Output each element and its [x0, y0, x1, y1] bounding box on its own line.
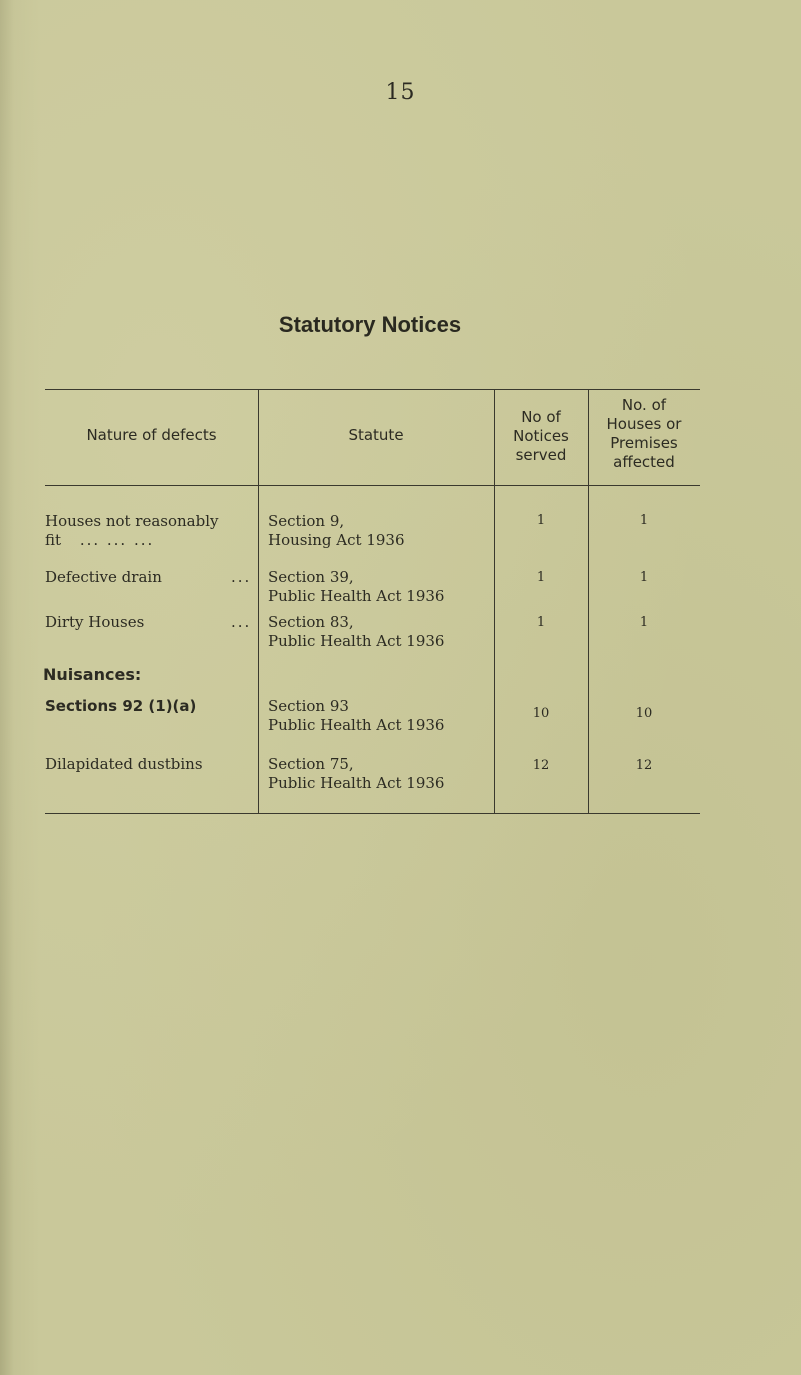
- row-statute-line2: Public Health Act 1936: [268, 587, 445, 605]
- row-nature-line1: Houses not reasonably: [45, 512, 219, 530]
- row-nature: Dilapidated dustbins: [45, 755, 203, 773]
- header-houses-line4: affected: [613, 453, 675, 471]
- row-houses: 1: [639, 615, 649, 630]
- row-statute: [268, 568, 492, 606]
- row-nature: [45, 613, 255, 632]
- row-houses: 1: [639, 570, 649, 585]
- row-nature: [45, 512, 255, 550]
- row-notices: 12: [532, 758, 550, 773]
- row-nature-line1: Dirty Houses: [45, 613, 145, 631]
- row-nature: Sections 92 (1)(a): [45, 697, 197, 715]
- row-statute: [268, 512, 492, 550]
- row-notices: 1: [536, 615, 546, 630]
- row-nature-leader: ...: [231, 568, 252, 586]
- table-top-rule: [45, 389, 700, 390]
- row-houses: 1: [639, 513, 649, 528]
- row-notices: 10: [532, 706, 550, 721]
- row-statute-line2: Housing Act 1936: [268, 531, 405, 549]
- row-nature-line2-text: fit: [45, 531, 62, 549]
- row-statute-line1: Section 9,: [268, 512, 345, 530]
- header-bottom-rule: [45, 485, 700, 486]
- page-title: Statutory Notices: [278, 312, 462, 337]
- column-divider-1: [258, 389, 259, 814]
- row-statute-line1: Section 83,: [268, 613, 354, 631]
- header-houses-line3: Premises: [610, 434, 678, 452]
- row-notices: 1: [536, 570, 546, 585]
- row-notices: 1: [536, 513, 546, 528]
- row-statute-line2: Public Health Act 1936: [268, 632, 445, 650]
- row-statute-line2: Public Health Act 1936: [268, 774, 445, 792]
- row-statute-line2: Public Health Act 1936: [268, 716, 445, 734]
- page-number: 15: [385, 80, 416, 105]
- row-statute-line1: Section 39,: [268, 568, 354, 586]
- row-statute: [268, 613, 492, 651]
- row-nature: [45, 568, 255, 587]
- header-houses: [588, 396, 700, 472]
- row-houses: 10: [635, 706, 653, 721]
- group-heading: Nuisances:: [43, 665, 142, 684]
- header-notices-line2: Notices: [513, 427, 569, 445]
- header-nature: Nature of defects: [86, 426, 217, 444]
- row-statute: [268, 697, 492, 735]
- header-notices-line3: served: [515, 446, 567, 464]
- table-bottom-rule: [45, 813, 700, 814]
- row-statute-line1: Section 93: [268, 697, 349, 715]
- header-statute: Statute: [348, 426, 404, 444]
- row-nature-leader: ... ... ...: [79, 531, 155, 549]
- row-nature-leader: ...: [231, 613, 252, 631]
- row-statute: [268, 755, 492, 793]
- header-houses-line1: No. of: [621, 396, 667, 414]
- row-statute-line1: Section 75,: [268, 755, 354, 773]
- row-nature-line2: [45, 531, 255, 550]
- row-nature-line1: Defective drain: [45, 568, 162, 586]
- header-houses-line2: Houses or: [606, 415, 682, 433]
- row-houses: 12: [635, 758, 653, 773]
- header-notices-line1: No of: [521, 408, 561, 426]
- header-notices: [494, 408, 588, 465]
